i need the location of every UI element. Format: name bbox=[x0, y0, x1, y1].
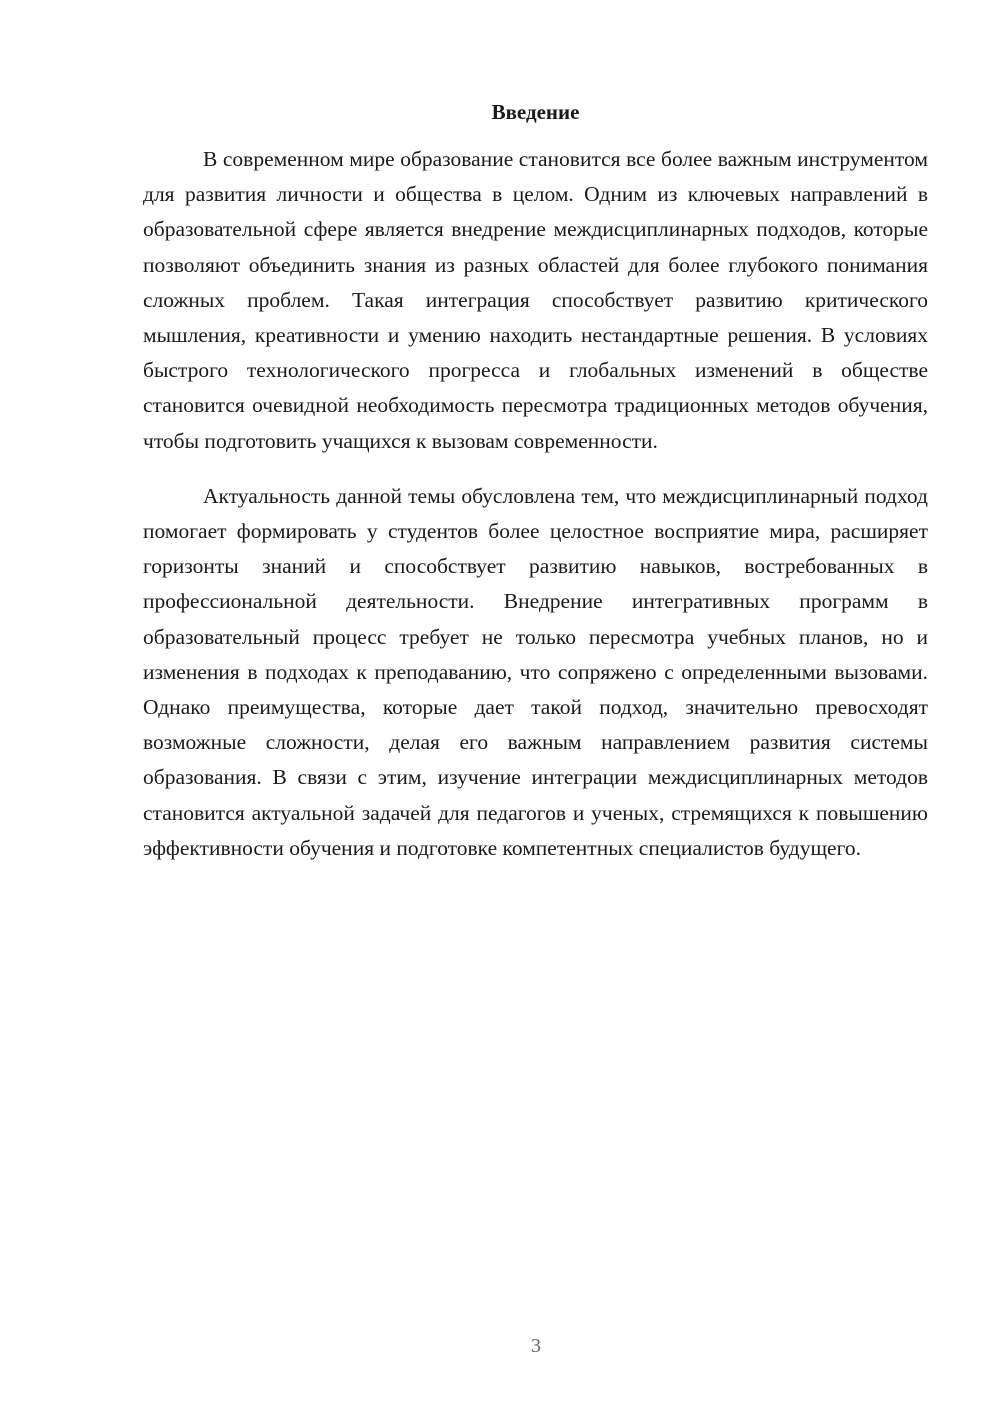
page-number: 3 bbox=[531, 1335, 541, 1357]
paragraph-1: В современном мире образование становится все более важным инструментом для развития личности и общества в целом. Одним из ключевых направлений в образовательной сфере является внедрение междисциплинарных подходов, которые позволяют объединить знания из разных областей для более глубокого понимания сложных проблем. Такая интеграция способствует развитию критического мышления, креативности и умению находить нестандартные решения. В условиях быстрого технологического прогресса и глобальных изменений в обществе становится очевидной необходимость пересмотра традиционных методов обучения, чтобы подготовить учащихся к вызовам современности. bbox=[143, 147, 928, 453]
body-text bbox=[143, 142, 928, 866]
section-heading: Введение bbox=[491, 100, 580, 124]
paragraph-2: Актуальность данной темы обусловлена тем, что междисциплинарный подход помогает формировать у студентов более целостное восприятие мира, расширяет горизонты знаний и способствует развитию навыков, востребованных в профессиональной деятельности. Внедрение интегративных программ в образовательный процесс требует не только пересмотра учебных планов, но и изменения в подходах к преподаванию, что сопряжено с определенными вызовами. Однако преимущества, которые дает такой подход, значительно превосходят возможные сложности, делая его важным направлением развития системы образования. В связи с этим, изучение интеграции междисциплинарных методов становится актуальной задачей для педагогов и ученых, стремящихся к повышению эффективности обучения и подготовке компетентных специалистов будущего. bbox=[143, 483, 928, 860]
